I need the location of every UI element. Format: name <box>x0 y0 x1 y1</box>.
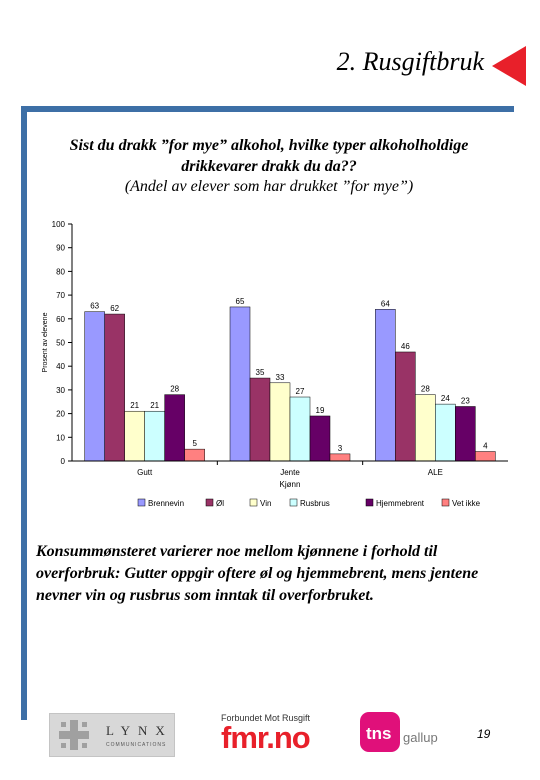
legend-label: Øl <box>216 499 224 508</box>
lynx-wordmark: LYNX <box>106 723 173 738</box>
data-label: 4 <box>483 441 488 451</box>
bar <box>145 411 165 461</box>
bar <box>270 383 290 461</box>
y-tick-label: 0 <box>60 457 65 466</box>
legend-swatch <box>250 499 257 506</box>
y-tick-label: 30 <box>56 385 65 395</box>
bar <box>125 411 145 461</box>
bar <box>230 307 250 461</box>
bar <box>475 452 495 461</box>
bar <box>415 395 435 461</box>
legend-swatch <box>290 499 297 506</box>
data-label: 63 <box>90 301 100 311</box>
y-tick-label: 90 <box>56 243 65 253</box>
legend-swatch <box>366 499 373 506</box>
data-label: 35 <box>255 368 265 378</box>
bar-chart <box>30 214 510 519</box>
data-label: 33 <box>275 372 285 382</box>
question-subtitle: (Andel av elever som har drukket ”for mye”) <box>124 178 414 195</box>
legend-label: Brennevin <box>148 499 185 508</box>
data-label: 5 <box>192 439 197 449</box>
gallup-wordmark: gallup <box>403 730 438 745</box>
left-divider <box>21 106 27 720</box>
fmr-logo: fmr.no <box>221 720 310 755</box>
category-label: Jente <box>280 468 300 477</box>
bar <box>250 378 270 461</box>
y-axis-title: Prosent av elevene <box>42 312 49 373</box>
data-label: 28 <box>420 384 430 394</box>
data-label: 28 <box>170 384 180 394</box>
data-label: 27 <box>295 387 305 397</box>
bar <box>395 352 415 461</box>
conclusion-text: Konsummønsteret varierer noe mellom kjønnene i forhold til overforbruk: Gutter oppgir oftere øl og hjemmebrent, mens jentene nevner vin og rusbrus som inntak til overforbruket. <box>36 543 479 604</box>
bar <box>185 449 205 461</box>
x-axis-title: Kjønn <box>279 480 301 489</box>
y-tick-label: 50 <box>56 338 65 348</box>
data-label: 23 <box>460 396 470 406</box>
legend-swatch <box>442 499 449 506</box>
tns-wordmark: tns <box>366 724 392 743</box>
category-label: ALE <box>427 468 443 477</box>
bar <box>85 312 105 461</box>
data-label: 21 <box>150 401 160 411</box>
y-tick-label: 10 <box>56 433 65 443</box>
bar <box>435 404 455 461</box>
y-tick-label: 100 <box>51 220 65 229</box>
bar <box>375 309 395 461</box>
data-label: 64 <box>380 299 390 309</box>
bar <box>455 406 475 461</box>
bar <box>165 395 185 461</box>
data-label: 46 <box>400 341 410 351</box>
bar <box>105 314 125 461</box>
data-label: 62 <box>110 304 120 314</box>
legend-label: Hjemmebrent <box>376 499 425 508</box>
fmr-tagline: Forbundet Mot Rusgift <box>221 713 311 723</box>
bar <box>290 397 310 461</box>
bar <box>330 454 350 461</box>
lynx-subtitle: COMMUNICATIONS <box>106 742 167 748</box>
data-label: 19 <box>315 405 325 415</box>
question-title: Sist du drakk ”for mye” alkohol, hvilke typer alkoholholdige drikkevarer drakk du da?? <box>69 137 469 175</box>
page-number: 19 <box>477 727 491 741</box>
top-divider <box>21 106 514 112</box>
data-label: 65 <box>235 296 245 306</box>
y-tick-label: 70 <box>56 291 65 301</box>
y-tick-label: 60 <box>56 314 65 324</box>
y-tick-label: 40 <box>56 362 65 372</box>
y-tick-label: 80 <box>56 267 65 277</box>
category-label: Gutt <box>137 468 153 477</box>
legend-label: Vet ikke <box>452 499 481 508</box>
legend-label: Vin <box>260 499 272 508</box>
bar <box>310 416 330 461</box>
triangle-marker-icon <box>492 46 526 86</box>
legend-swatch <box>138 499 145 506</box>
data-label: 21 <box>130 401 140 411</box>
y-tick-label: 20 <box>56 409 65 419</box>
data-label: 3 <box>337 443 343 453</box>
page-title: 2. Rusgiftbruk <box>336 47 484 76</box>
data-label: 24 <box>440 394 450 404</box>
legend-swatch <box>206 499 213 506</box>
legend-label: Rusbrus <box>300 499 330 508</box>
lynx-cross-icon <box>56 718 92 752</box>
lynx-logo <box>49 713 175 757</box>
